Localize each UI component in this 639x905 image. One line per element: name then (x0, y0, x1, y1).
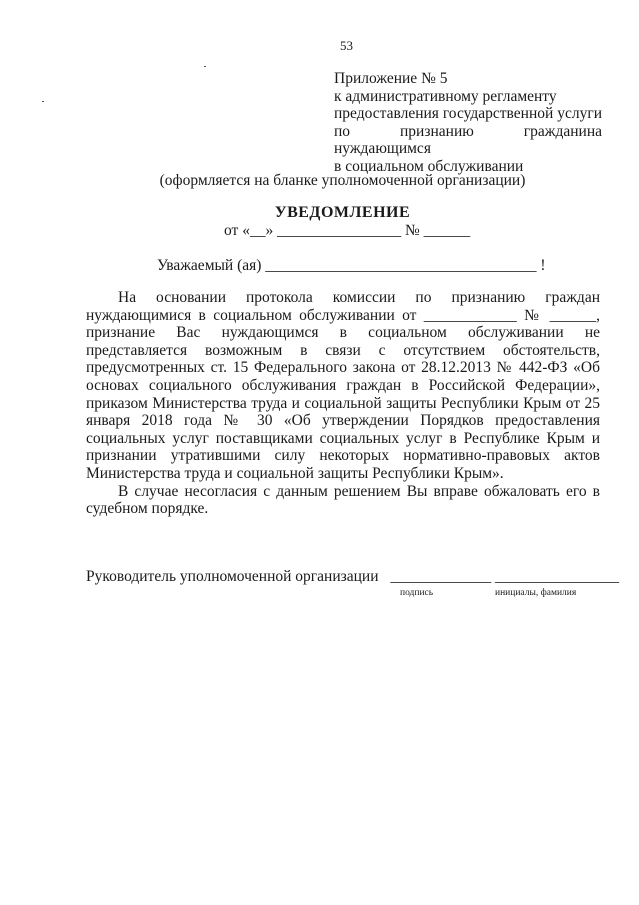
signature-label: Руководитель уполномоченной организации (86, 568, 379, 585)
appendix-line: предоставления государственной услуги (334, 105, 602, 122)
appendix-line: Приложение № 5 (334, 70, 448, 87)
document-title: УВЕДОМЛЕНИЕ (274, 204, 411, 221)
blank-note: (оформляется на бланке уполномоченной организации) (159, 172, 526, 189)
signature-blanks: _____________ ________________ (390, 568, 620, 585)
body-paragraph: На основании протокола комиссии по признанию граждан нуждающимися в социальном обслуживании от ____________ № ______, признание Вас нуждающимся в социальном обслуживании не представляется возможным в связи с отсутствием обстоятельств, предусмотренных ст. 15 Федерального закона от 28.12.2013 № 442-ФЗ «Об основах социального обслуживания граждан в Российской Федерации», приказом Министерства труда и социальной защиты Республики Крым от 25 января 2018 года № 30 «Об утверждении Порядков предоставления социальных услуг поставщиками социальных услуг в Республике Крым и признании утратившими силу некоторых нормативно-правовых актов Министерства труда и социальной защиты Республики Крым». (86, 289, 600, 482)
appendix-line: к административному регламенту (334, 87, 557, 105)
date-number-line: от «__» ________________ № ______ (224, 222, 471, 239)
body-paragraph: В случае несогласия с данным решением Вы вправе обжаловать его в судебном порядке. (86, 482, 600, 518)
page-number: 53 (340, 38, 353, 53)
signature-caption: подпись (400, 588, 434, 598)
signature-row (86, 568, 620, 586)
appendix-line: по признанию гражданина нуждающимся (334, 122, 602, 157)
scan-speck (204, 66, 206, 67)
notice-body (86, 289, 600, 518)
scan-speck (42, 101, 44, 102)
greeting-line: Уважаемый (ая) ___________________________________ ! (157, 257, 546, 274)
appendix-line: в социальном обслуживании (334, 157, 524, 175)
appendix-header (334, 70, 602, 175)
name-caption: инициалы, фамилия (495, 588, 577, 598)
